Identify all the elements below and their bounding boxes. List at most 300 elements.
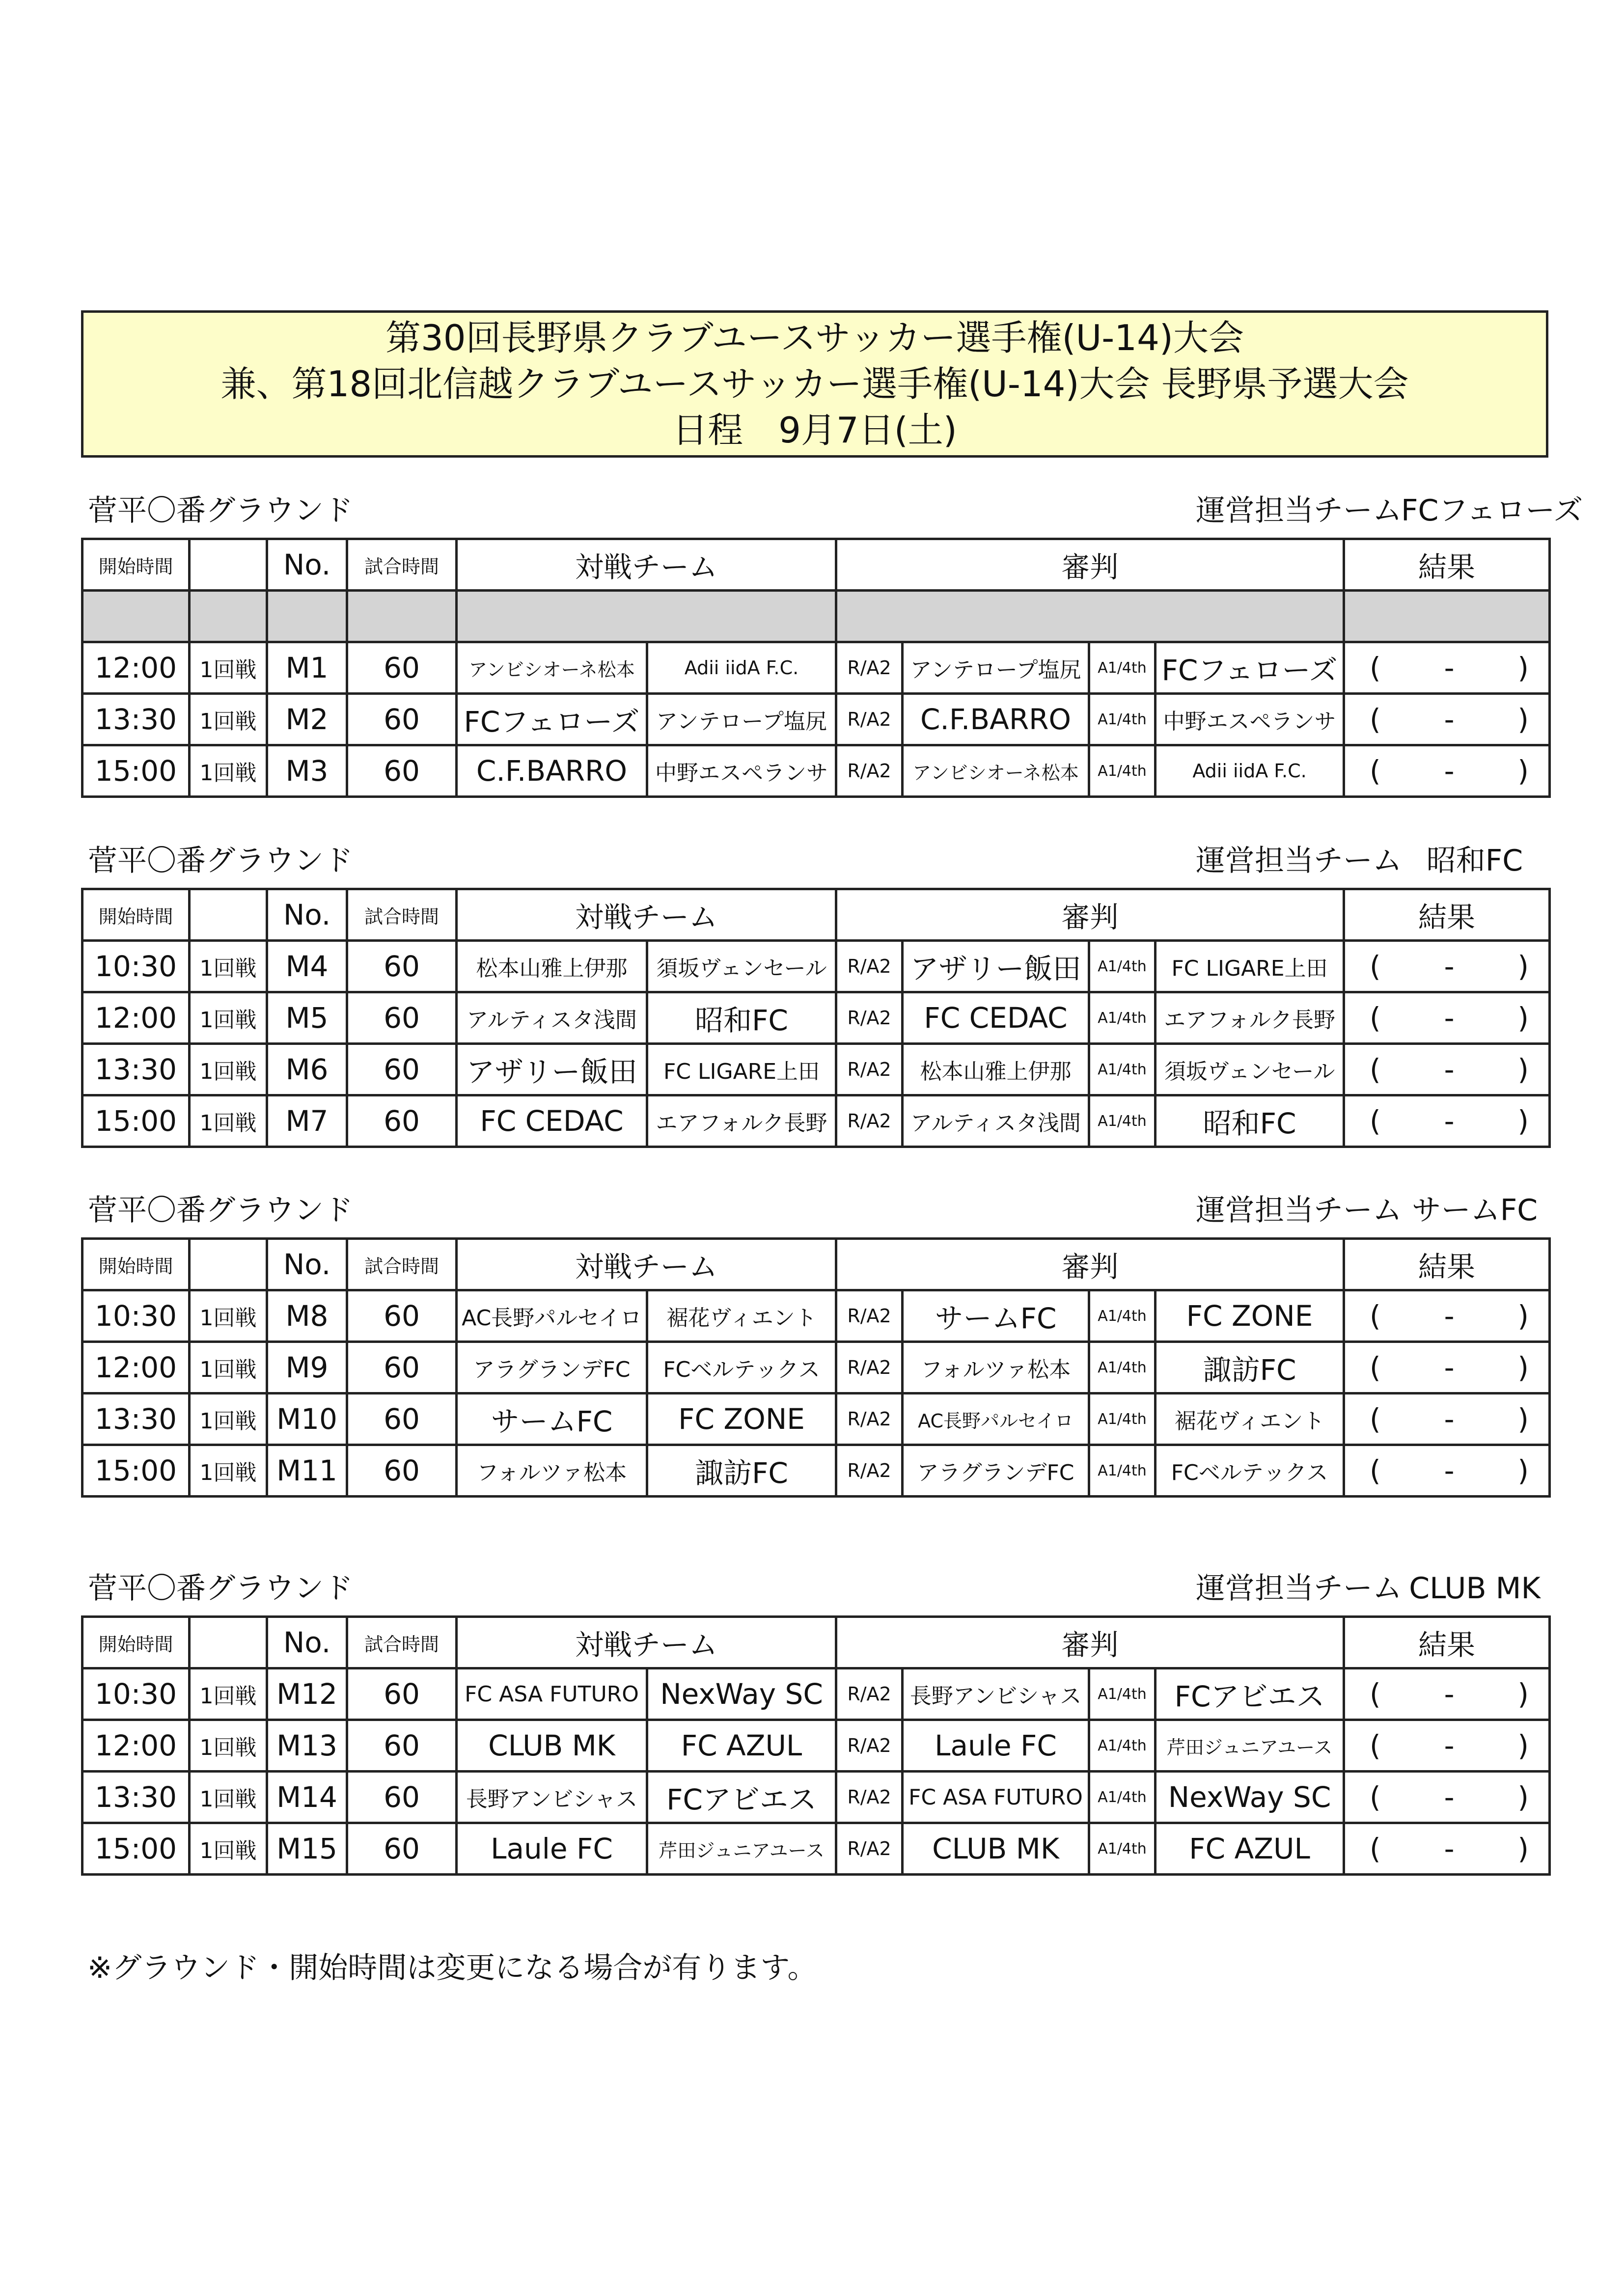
result-score xyxy=(1345,1351,1548,1384)
result-dash: - xyxy=(1444,1832,1455,1865)
result-paren-close: ) xyxy=(1517,1454,1529,1487)
referee-main: CLUB MK xyxy=(903,1823,1089,1875)
referee-assistant: 中野エスペランサ xyxy=(1156,694,1344,745)
result-paren-open: ( xyxy=(1370,1351,1381,1384)
match-no: M11 xyxy=(267,1445,347,1497)
team-2: エアフォルク長野 xyxy=(647,1095,836,1147)
match-no: M8 xyxy=(267,1290,347,1342)
team-1: 長野アンビシャス xyxy=(457,1772,647,1823)
schedule-section xyxy=(81,1561,1548,1876)
team-1: FC CEDAC xyxy=(457,1095,647,1147)
round: 1回戦 xyxy=(190,1044,267,1095)
result-dash: - xyxy=(1444,1351,1455,1384)
management-team-name: CLUB MK xyxy=(1409,1571,1541,1606)
team-2: 昭和FC xyxy=(647,992,836,1044)
ra2-label: R/A2 xyxy=(836,1290,903,1342)
referee-assistant: エアフォルク長野 xyxy=(1156,992,1344,1044)
table-header-row xyxy=(83,1239,1550,1290)
result-score xyxy=(1345,703,1548,736)
team-1: CLUB MK xyxy=(457,1720,647,1772)
result-paren-close: ) xyxy=(1517,1729,1529,1762)
match-no: M3 xyxy=(267,745,347,797)
team-1: アンビシオーネ松本 xyxy=(457,642,647,694)
ra2-label: R/A2 xyxy=(836,1720,903,1772)
result-cell xyxy=(1344,1668,1550,1720)
round: 1回戦 xyxy=(190,1095,267,1147)
start-time: 10:30 xyxy=(83,941,190,992)
team-1: フォルツァ松本 xyxy=(457,1445,647,1497)
match-no: M7 xyxy=(267,1095,347,1147)
table-row xyxy=(83,1342,1550,1394)
team-2: FC ZONE xyxy=(647,1394,836,1445)
result-score xyxy=(1345,651,1548,684)
management-label: 運営担当チーム xyxy=(1196,844,1402,878)
match-no: M4 xyxy=(267,941,347,992)
header-round xyxy=(190,889,267,941)
result-paren-close: ) xyxy=(1517,1104,1529,1138)
header-no: No. xyxy=(267,1617,347,1668)
header-no: No. xyxy=(267,889,347,941)
result-paren-close: ) xyxy=(1517,703,1529,736)
result-paren-close: ) xyxy=(1517,1677,1529,1711)
referee-main: アラグランデFC xyxy=(903,1445,1089,1497)
a14-label: A1/4th xyxy=(1089,1668,1156,1720)
result-score xyxy=(1345,1832,1548,1865)
header-no: No. xyxy=(267,539,347,591)
result-score xyxy=(1345,1053,1548,1086)
duration: 60 xyxy=(347,941,457,992)
team-2: NexWay SC xyxy=(647,1668,836,1720)
result-score xyxy=(1345,950,1548,983)
header-start-time: 開始時間 xyxy=(83,1617,190,1668)
round: 1回戦 xyxy=(190,941,267,992)
result-paren-close: ) xyxy=(1517,1053,1529,1086)
table-row xyxy=(83,1445,1550,1497)
title-line-1: 第30回長野県クラブユースサッカー選手権(U-14)大会 xyxy=(385,317,1244,358)
referee-assistant: FCベルテックス xyxy=(1156,1445,1344,1497)
referee-assistant: 須坂ヴェンセール xyxy=(1156,1044,1344,1095)
schedule-section xyxy=(81,484,1583,798)
result-paren-close: ) xyxy=(1517,1780,1529,1814)
header-result: 結果 xyxy=(1344,1617,1550,1668)
team-1: 松本山雅上伊那 xyxy=(457,941,647,992)
round: 1回戦 xyxy=(190,1772,267,1823)
result-dash: - xyxy=(1444,950,1455,983)
referee-assistant: 芹田ジュニアユース xyxy=(1156,1720,1344,1772)
table-row xyxy=(83,1044,1550,1095)
start-time: 15:00 xyxy=(83,1445,190,1497)
match-no: M10 xyxy=(267,1394,347,1445)
round: 1回戦 xyxy=(190,1720,267,1772)
blank-cell xyxy=(190,591,267,642)
round: 1回戦 xyxy=(190,1290,267,1342)
round: 1回戦 xyxy=(190,992,267,1044)
referee-main: アルティスタ浅間 xyxy=(903,1095,1089,1147)
match-no: M5 xyxy=(267,992,347,1044)
team-1: アザリー飯田 xyxy=(457,1044,647,1095)
team-1: アラグランデFC xyxy=(457,1342,647,1394)
team-1: C.F.BARRO xyxy=(457,745,647,797)
section-header xyxy=(81,1561,1548,1615)
ra2-label: R/A2 xyxy=(836,1394,903,1445)
ra2-label: R/A2 xyxy=(836,1445,903,1497)
table-row xyxy=(83,992,1550,1044)
header-round xyxy=(190,539,267,591)
result-paren-open: ( xyxy=(1370,651,1381,684)
result-dash: - xyxy=(1444,1454,1455,1487)
ra2-label: R/A2 xyxy=(836,1823,903,1875)
a14-label: A1/4th xyxy=(1089,1823,1156,1875)
management-label: 運営担当チーム xyxy=(1196,1571,1402,1606)
result-paren-close: ) xyxy=(1517,950,1529,983)
a14-label: A1/4th xyxy=(1089,992,1156,1044)
duration: 60 xyxy=(347,694,457,745)
referee-assistant: 昭和FC xyxy=(1156,1095,1344,1147)
header-start-time: 開始時間 xyxy=(83,539,190,591)
start-time: 12:00 xyxy=(83,1720,190,1772)
referee-assistant: FC ZONE xyxy=(1156,1290,1344,1342)
match-no: M6 xyxy=(267,1044,347,1095)
start-time: 13:30 xyxy=(83,1394,190,1445)
duration: 60 xyxy=(347,1720,457,1772)
team-2: 須坂ヴェンセール xyxy=(647,941,836,992)
result-cell xyxy=(1344,1290,1550,1342)
referee-main: FC ASA FUTURO xyxy=(903,1772,1089,1823)
result-paren-open: ( xyxy=(1370,1299,1381,1333)
result-cell xyxy=(1344,1394,1550,1445)
referee-main: アザリー飯田 xyxy=(903,941,1089,992)
duration: 60 xyxy=(347,1772,457,1823)
ra2-label: R/A2 xyxy=(836,642,903,694)
result-paren-open: ( xyxy=(1370,1104,1381,1138)
result-paren-open: ( xyxy=(1370,754,1381,788)
ra2-label: R/A2 xyxy=(836,1342,903,1394)
result-dash: - xyxy=(1444,1402,1455,1436)
result-paren-close: ) xyxy=(1517,651,1529,684)
header-result: 結果 xyxy=(1344,889,1550,941)
result-paren-open: ( xyxy=(1370,1677,1381,1711)
title-line-2: 兼、第18回北信越クラブユースサッカー選手権(U-14)大会 長野県予選大会 xyxy=(220,363,1409,405)
duration: 60 xyxy=(347,1095,457,1147)
result-cell xyxy=(1344,1044,1550,1095)
ground-name: 菅平〇番グラウンド xyxy=(88,493,353,528)
referee-main: フォルツァ松本 xyxy=(903,1342,1089,1394)
duration: 60 xyxy=(347,1342,457,1394)
round: 1回戦 xyxy=(190,745,267,797)
result-score xyxy=(1345,1104,1548,1138)
referee-assistant: Adii iidA F.C. xyxy=(1156,745,1344,797)
management-team-name: FCフェローズ xyxy=(1401,493,1583,528)
result-dash: - xyxy=(1444,1001,1455,1035)
start-time: 10:30 xyxy=(83,1290,190,1342)
duration: 60 xyxy=(347,1823,457,1875)
table-row xyxy=(83,1772,1550,1823)
result-paren-close: ) xyxy=(1517,1832,1529,1865)
start-time: 12:00 xyxy=(83,992,190,1044)
ra2-label: R/A2 xyxy=(836,992,903,1044)
match-no: M15 xyxy=(267,1823,347,1875)
result-paren-close: ) xyxy=(1517,1001,1529,1035)
referee-main: 松本山雅上伊那 xyxy=(903,1044,1089,1095)
section-header xyxy=(81,484,1583,538)
result-paren-open: ( xyxy=(1370,1780,1381,1814)
blank-cell xyxy=(267,591,347,642)
match-no: M9 xyxy=(267,1342,347,1394)
match-no: M14 xyxy=(267,1772,347,1823)
result-paren-open: ( xyxy=(1370,1001,1381,1035)
start-time: 13:30 xyxy=(83,1772,190,1823)
a14-label: A1/4th xyxy=(1089,1044,1156,1095)
referee-assistant: 裾花ヴィエント xyxy=(1156,1394,1344,1445)
result-dash: - xyxy=(1444,1677,1455,1711)
result-paren-open: ( xyxy=(1370,1454,1381,1487)
a14-label: A1/4th xyxy=(1089,1720,1156,1772)
table-row xyxy=(83,941,1550,992)
blank-cell xyxy=(836,591,1344,642)
referee-main: 長野アンビシャス xyxy=(903,1668,1089,1720)
result-score xyxy=(1345,1001,1548,1035)
table-header-row xyxy=(83,539,1550,591)
round: 1回戦 xyxy=(190,1342,267,1394)
header-no: No. xyxy=(267,1239,347,1290)
referee-main: AC長野パルセイロ xyxy=(903,1394,1089,1445)
header-duration: 試合時間 xyxy=(347,889,457,941)
result-dash: - xyxy=(1444,1780,1455,1814)
team-1: サームFC xyxy=(457,1394,647,1445)
table-header-row xyxy=(83,889,1550,941)
table-row xyxy=(83,1290,1550,1342)
start-time: 13:30 xyxy=(83,1044,190,1095)
ra2-label: R/A2 xyxy=(836,941,903,992)
duration: 60 xyxy=(347,1394,457,1445)
result-cell xyxy=(1344,745,1550,797)
result-score xyxy=(1345,1677,1548,1711)
referee-main: Laule FC xyxy=(903,1720,1089,1772)
result-score xyxy=(1345,1729,1548,1762)
table-row xyxy=(83,1823,1550,1875)
duration: 60 xyxy=(347,1668,457,1720)
referee-assistant: FC AZUL xyxy=(1156,1823,1344,1875)
round: 1回戦 xyxy=(190,1445,267,1497)
management-label: 運営担当チーム xyxy=(1196,493,1402,528)
result-score xyxy=(1345,754,1548,788)
referee-main: アンビシオーネ松本 xyxy=(903,745,1089,797)
section-header xyxy=(81,834,1548,888)
header-duration: 試合時間 xyxy=(347,1617,457,1668)
management-team-name: 昭和FC xyxy=(1426,844,1523,878)
result-paren-close: ) xyxy=(1517,1299,1529,1333)
header-referee: 審判 xyxy=(836,539,1344,591)
start-time: 12:00 xyxy=(83,642,190,694)
a14-label: A1/4th xyxy=(1089,1445,1156,1497)
result-cell xyxy=(1344,1342,1550,1394)
duration: 60 xyxy=(347,642,457,694)
round: 1回戦 xyxy=(190,1668,267,1720)
management-team-name: サームFC xyxy=(1411,1193,1538,1228)
start-time: 10:30 xyxy=(83,1668,190,1720)
schedule-table xyxy=(81,888,1551,1148)
header-teams: 対戦チーム xyxy=(457,539,836,591)
result-cell xyxy=(1344,1445,1550,1497)
referee-assistant: FCフェローズ xyxy=(1156,642,1344,694)
result-cell xyxy=(1344,992,1550,1044)
schedule-table xyxy=(81,1237,1551,1498)
a14-label: A1/4th xyxy=(1089,642,1156,694)
start-time: 15:00 xyxy=(83,1823,190,1875)
team-2: Adii iidA F.C. xyxy=(647,642,836,694)
duration: 60 xyxy=(347,992,457,1044)
result-score xyxy=(1345,1402,1548,1436)
team-2: 裾花ヴィエント xyxy=(647,1290,836,1342)
team-1: Laule FC xyxy=(457,1823,647,1875)
round: 1回戦 xyxy=(190,1823,267,1875)
team-1: AC長野パルセイロ xyxy=(457,1290,647,1342)
table-row xyxy=(83,642,1550,694)
a14-label: A1/4th xyxy=(1089,941,1156,992)
result-cell xyxy=(1344,642,1550,694)
round: 1回戦 xyxy=(190,642,267,694)
match-no: M13 xyxy=(267,1720,347,1772)
table-header-row xyxy=(83,1617,1550,1668)
result-dash: - xyxy=(1444,703,1455,736)
team-1: アルティスタ浅間 xyxy=(457,992,647,1044)
a14-label: A1/4th xyxy=(1089,1095,1156,1147)
a14-label: A1/4th xyxy=(1089,745,1156,797)
header-teams: 対戦チーム xyxy=(457,889,836,941)
header-result: 結果 xyxy=(1344,539,1550,591)
result-score xyxy=(1345,1454,1548,1487)
result-dash: - xyxy=(1444,1729,1455,1762)
start-time: 13:30 xyxy=(83,694,190,745)
result-paren-open: ( xyxy=(1370,1729,1381,1762)
team-2: FC LIGARE上田 xyxy=(647,1044,836,1095)
blank-cell xyxy=(347,591,457,642)
ra2-label: R/A2 xyxy=(836,694,903,745)
team-2: FC AZUL xyxy=(647,1720,836,1772)
team-2: FCベルテックス xyxy=(647,1342,836,1394)
table-row xyxy=(83,694,1550,745)
a14-label: A1/4th xyxy=(1089,1342,1156,1394)
result-paren-open: ( xyxy=(1370,703,1381,736)
table-row-blank xyxy=(83,591,1550,642)
header-referee: 審判 xyxy=(836,1617,1344,1668)
result-paren-open: ( xyxy=(1370,1832,1381,1865)
section-header xyxy=(81,1183,1548,1237)
ra2-label: R/A2 xyxy=(836,1668,903,1720)
header-teams: 対戦チーム xyxy=(457,1239,836,1290)
a14-label: A1/4th xyxy=(1089,694,1156,745)
ra2-label: R/A2 xyxy=(836,1095,903,1147)
footnote: ※グラウンド・開始時間は変更になる場合が有ります。 xyxy=(87,1951,817,1985)
table-row xyxy=(83,745,1550,797)
result-score xyxy=(1345,1780,1548,1814)
header-duration: 試合時間 xyxy=(347,539,457,591)
referee-assistant: 諏訪FC xyxy=(1156,1342,1344,1394)
result-paren-close: ) xyxy=(1517,1402,1529,1436)
team-1: FCフェローズ xyxy=(457,694,647,745)
a14-label: A1/4th xyxy=(1089,1394,1156,1445)
team-2: 芹田ジュニアユース xyxy=(647,1823,836,1875)
a14-label: A1/4th xyxy=(1089,1772,1156,1823)
result-paren-close: ) xyxy=(1517,1351,1529,1384)
ra2-label: R/A2 xyxy=(836,1772,903,1823)
header-start-time: 開始時間 xyxy=(83,889,190,941)
referee-main: サームFC xyxy=(903,1290,1089,1342)
result-dash: - xyxy=(1444,754,1455,788)
result-cell xyxy=(1344,694,1550,745)
result-dash: - xyxy=(1444,1053,1455,1086)
start-time: 15:00 xyxy=(83,1095,190,1147)
title-box xyxy=(81,310,1548,458)
header-referee: 審判 xyxy=(836,889,1344,941)
result-score xyxy=(1345,1299,1548,1333)
a14-label: A1/4th xyxy=(1089,1290,1156,1342)
blank-cell xyxy=(1344,591,1550,642)
schedule-section xyxy=(81,1183,1548,1498)
match-no: M12 xyxy=(267,1668,347,1720)
table-row xyxy=(83,1668,1550,1720)
result-paren-open: ( xyxy=(1370,1402,1381,1436)
title-line-3: 日程 9月7日(土) xyxy=(672,410,957,451)
duration: 60 xyxy=(347,1290,457,1342)
ra2-label: R/A2 xyxy=(836,1044,903,1095)
header-start-time: 開始時間 xyxy=(83,1239,190,1290)
ra2-label: R/A2 xyxy=(836,745,903,797)
team-2: アンテロープ塩尻 xyxy=(647,694,836,745)
ground-name: 菅平〇番グラウンド xyxy=(88,1571,353,1606)
referee-main: FC CEDAC xyxy=(903,992,1089,1044)
schedule-table xyxy=(81,1615,1551,1876)
referee-assistant: FCアビエス xyxy=(1156,1668,1344,1720)
result-paren-open: ( xyxy=(1370,950,1381,983)
ground-name: 菅平〇番グラウンド xyxy=(88,1193,353,1228)
result-cell xyxy=(1344,1772,1550,1823)
schedule-table xyxy=(81,538,1551,798)
header-round xyxy=(190,1239,267,1290)
start-time: 12:00 xyxy=(83,1342,190,1394)
header-round xyxy=(190,1617,267,1668)
table-row xyxy=(83,1720,1550,1772)
header-duration: 試合時間 xyxy=(347,1239,457,1290)
management-label: 運営担当チーム xyxy=(1196,1193,1402,1228)
result-paren-close: ) xyxy=(1517,754,1529,788)
duration: 60 xyxy=(347,1044,457,1095)
team-2: 諏訪FC xyxy=(647,1445,836,1497)
header-result: 結果 xyxy=(1344,1239,1550,1290)
ground-name: 菅平〇番グラウンド xyxy=(88,844,353,878)
referee-assistant: NexWay SC xyxy=(1156,1772,1344,1823)
result-cell xyxy=(1344,1823,1550,1875)
blank-cell xyxy=(83,591,190,642)
team-2: 中野エスペランサ xyxy=(647,745,836,797)
match-no: M2 xyxy=(267,694,347,745)
result-dash: - xyxy=(1444,1104,1455,1138)
table-row xyxy=(83,1394,1550,1445)
referee-assistant: FC LIGARE上田 xyxy=(1156,941,1344,992)
duration: 60 xyxy=(347,745,457,797)
start-time: 15:00 xyxy=(83,745,190,797)
duration: 60 xyxy=(347,1445,457,1497)
table-row xyxy=(83,1095,1550,1147)
team-2: FCアビエス xyxy=(647,1772,836,1823)
team-1: FC ASA FUTURO xyxy=(457,1668,647,1720)
header-referee: 審判 xyxy=(836,1239,1344,1290)
blank-cell xyxy=(457,591,836,642)
match-no: M1 xyxy=(267,642,347,694)
result-dash: - xyxy=(1444,651,1455,684)
schedule-section xyxy=(81,834,1548,1148)
result-dash: - xyxy=(1444,1299,1455,1333)
